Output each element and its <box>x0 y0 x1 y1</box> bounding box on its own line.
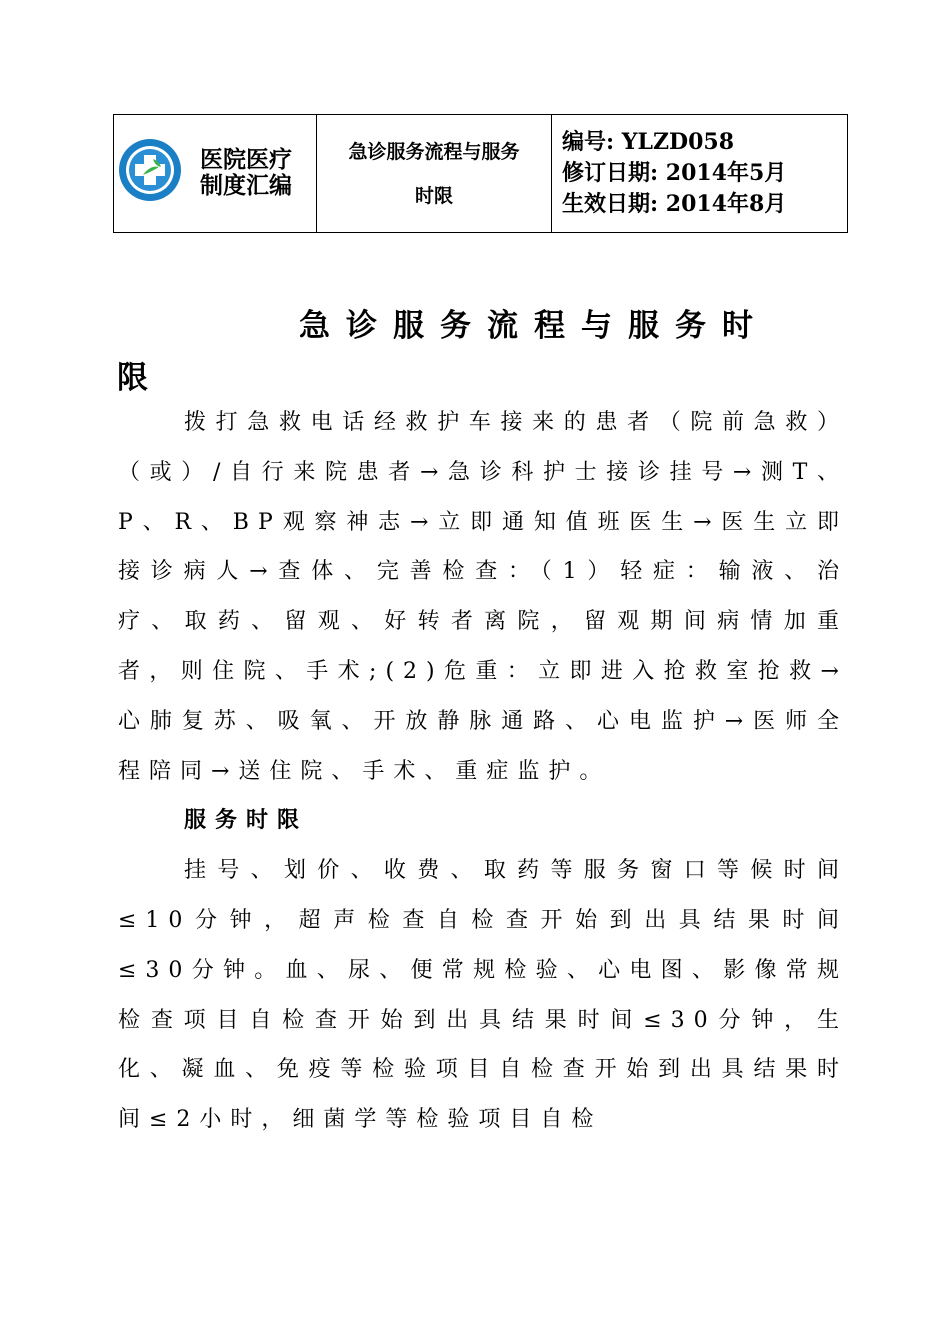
main-title-line1: 急诊服务流程与服务时 <box>299 308 769 344</box>
doc-title-line2: 时限 <box>414 184 453 207</box>
doc-title-line1: 急诊服务流程与服务 <box>348 140 520 163</box>
header-logo-cell <box>114 115 317 233</box>
revised-date: 修订日期: 2014年5月 <box>562 160 787 186</box>
process-paragraph: 拨打急救电话经救护车接来的患者（院前急救）（或）/自行来院患者→急诊科护士接诊挂号→测T、P、R、BP观察神志→立即通知值班医生→医生立即接诊病人→查体、完善检查：（1）轻症：输液、治疗、取药、留观、好转者离院，留观期间病情加重者，则住院、手术;(2)危重：立即进入抢救室抢救→心肺复苏、吸氧、开放静脉通路、心电监护→医师全程陪同→送住院、手术、重症监护。 <box>118 410 848 784</box>
org-name-line1: 医院医疗 <box>200 147 292 173</box>
effective-date: 生效日期: 2014年8月 <box>562 191 787 217</box>
doc-code: 编号: YLZD058 <box>562 129 735 155</box>
body-content <box>118 398 848 1145</box>
service-time-paragraph: 挂号、划价、收费、取药等服务窗口等候时间≤10分钟，超声检查自检查开始到出具结果时间≤30分钟。血、尿、便常规检验、心电图、影像常规检查项目自检查开始到出具结果时间≤30分钟，生化、凝血、免疫等检验项目自检查开始到出具结果时间≤2小时，细菌学等检验项目自检 <box>118 858 848 1133</box>
document-header-table <box>113 114 848 233</box>
hospital-cross-logo-icon <box>117 137 183 203</box>
org-name-line2: 制度汇编 <box>200 173 292 199</box>
header-doc-title-cell <box>317 115 552 233</box>
org-name <box>200 147 292 199</box>
header-meta-cell <box>552 115 848 233</box>
main-title-line2: 限 <box>117 360 148 396</box>
service-time-heading: 服务时限 <box>184 808 309 834</box>
